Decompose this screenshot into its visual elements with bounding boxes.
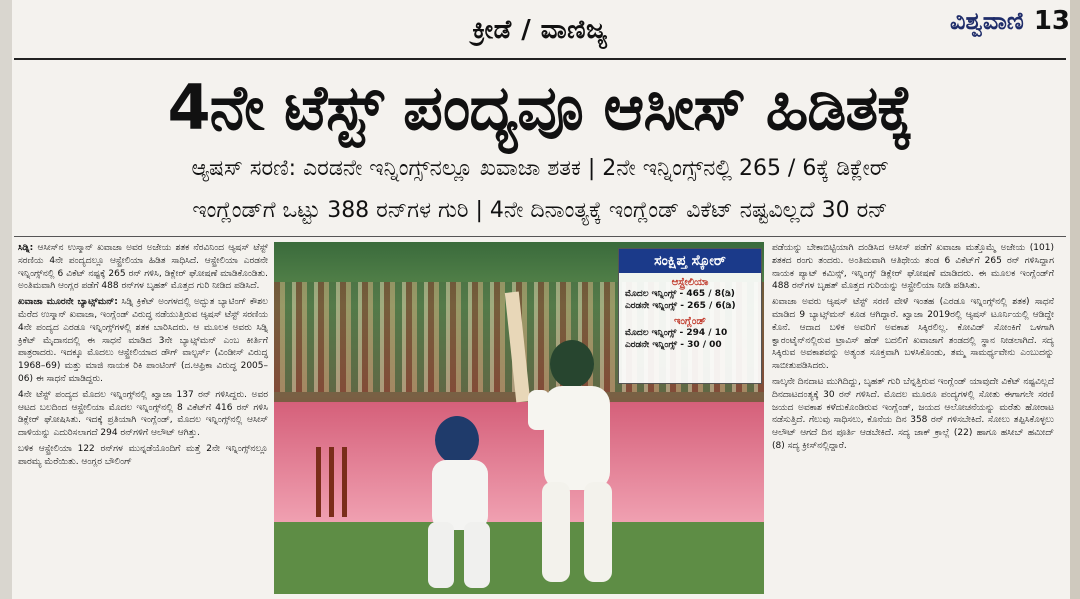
scorecard-team-england: ಇಂಗ್ಲೆಂಡ್ — [674, 316, 706, 327]
page-header — [20, 6, 1060, 54]
paragraph — [18, 296, 268, 386]
article-column-1 — [18, 242, 268, 472]
paragraph — [18, 443, 268, 469]
paragraph — [772, 376, 1054, 453]
paragraph — [18, 389, 268, 440]
score-line: ಎರಡನೇ ಇನ್ನಿಂಗ್ಸ್ - 265 / 6(ಡಿ) — [625, 301, 736, 311]
subheadline-1: ಆ್ಯಷಸ್ ಸರಣಿ: ಎರಡನೇ ಇನ್ನಿಂಗ್ಸ್‌ನಲ್ಲೂ ಖವಾಜಾ ಶತಕ | 2ನೇ ಇನ್ನಿಂಗ್ಸ್‌ನಲ್ಲಿ 265 / 6ಕ್ಕೆ ಡಿಕ್ಲೇರ್ — [191, 156, 889, 181]
newspaper-logo: ವಿಶ್ವವಾಣಿ — [950, 7, 1024, 35]
score-line: ಮೊದಲ ಇನ್ನಿಂಗ್ಸ್ - 294 / 10 — [625, 328, 728, 338]
headline: 4ನೇ ಟೆಸ್ಟ್ ಪಂದ್ಯವೂ ಆಸೀಸ್ ಹಿಡಿತಕ್ಕೆ — [167, 71, 913, 144]
subhead-rule — [14, 236, 1066, 237]
paragraph-text: ಆಸೀಸ್‌ನ ಉಸ್ಮಾನ್ ಖವಾಜಾ ಅವರ ಅಜೇಯ ಶತಕ ನೆರವಿನಿಂದ ಆ್ಯಷಸ್ ಟೆಸ್ಟ್ ಸರಣಿಯ 4ನೇ ಪಂದ್ಯದಲ್ಲೂ ಆಸ್ಟ್ರೇಲಿಯಾ ಹಿಡಿತ ಸಾಧಿಸಿದೆ. ಆಸ್ಟ್ರೇಲಿಯಾ ಎರಡನೇ ಇನ್ನಿಂಗ್ಸ್‌ನಲ್ಲಿ 6 ವಿಕೆಟ್ ನಷ್ಟಕ್ಕೆ 265 ರನ್ ಗಳಿಸಿ, ಡಿಕ್ಲೇರ್ ಘೋಷಣೆ ಮಾಡಿಕೊಂಡಿತು. ಅಂತಿಮವಾಗಿ ಆಂಗ್ಲರ ಪಡೆಗೆ 488 ರನ್‌ಗಳ ಬೃಹತ್ ಮೊತ್ತದ ಗುರಿ ನೀಡಿದ ಪಡಿಸಿದೆ. — [18, 243, 268, 292]
header-rule — [14, 58, 1066, 60]
paragraph-text: ಖವಾಜಾ ಅವರು ಆ್ಯಷಸ್ ಟೆಸ್ಟ್ ಸರಣಿ ವೇಳೆ ಇಂತಹ (ಎರಡೂ ಇನ್ನಿಂಗ್ಸ್‌ನಲ್ಲಿ ಶತಕ) ಸಾಧನೆ ಮಾಡಿದ 9 ಬ್ಯಾಟ್ಸ್‌ಮನ್ ಕೂಡ ಆಗಿದ್ದಾರೆ. ಖ್ವಾಜಾ 2019ರಲ್ಲಿ ಆ್ಯಷಸ್ ಟೂರ್ನಿಯಲ್ಲಿ ಆಡಿದ್ದೇ ಕೊನೆ. ಆದಾದ ಬಳಿಕ ಅವರಿಗೆ ಅವಕಾಶ ಸಿಕ್ಕಿರಲಿಲ್ಲ. ಕೋವಿಡ್ ಸೋಂಕಿಗೆ ಒಳಗಾಗಿ ಕ್ವಾರಂಟೈನ್‌ನಲ್ಲಿರುವ ಟ್ರಾವಿಸ್ ಹೆಡ್ ಬದಲಿಗೆ ಖವಾಜಾಗೆ ತಂಡದಲ್ಲಿ ಸ್ಥಾನ ನೀಡಲಾಗಿದೆ. ಸದ್ಯ ಸಿಕ್ಕಿರುವ ಅವಕಾಶವನ್ನು ಅತ್ಯಂತ ಸೂಕ್ತವಾಗಿ ಬಳಸಿಕೊಂಡು, ತಮ್ಮ ಸಾಮರ್ಥ್ಯವೇನು ಎಂಬುದನ್ನು ಸಾಬೀತುಪಡಿಸಿದರು. — [772, 297, 1054, 372]
subheadline-2: ಇಂಗ್ಲೆಂಡ್‌ಗೆ ಒಟ್ಟು 388 ರನ್‌ಗಳ ಗುರಿ | 4ನೇ ದಿನಾಂತ್ಯಕ್ಕೆ ಇಂಗ್ಲೆಂಡ್ ವಿಕೆಟ್ ನಷ್ಟವಿಲ್ಲದೆ 30 ರನ್ — [192, 198, 888, 223]
paragraph-text: 4ನೇ ಟೆಸ್ಟ್ ಪಂದ್ಯದ ಮೊದಲ ಇನ್ನಿಂಗ್ಸ್‌ನಲ್ಲಿ ಖ್ವಾಜಾ 137 ರನ್ ಗಳಿಸಿದ್ದರು. ಅವರ ಆಟದ ಬಲದಿಂದ ಆಸ್ಟ್ರೇಲಿಯಾ ಮೊದಲ ಇನ್ನಿಂಗ್ಸ್‌ನಲ್ಲಿ 8 ವಿಕೆಟ್‌ಗೆ 416 ರನ್ ಗಳಿಸಿ ಡಿಕ್ಲೇರ್ ಘೋಷಿಸಿತು. ಇದಕ್ಕೆ ಪ್ರತಿಯಾಗಿ ಇಂಗ್ಲೆಂಡ್, ಮೊದಲ ಇನ್ನಿಂಗ್ಸ್‌ನಲ್ಲಿ ಆಸೀಸ್ ದಾಳಿಯನ್ನು ಎದುರಿಸಲಾಗದೆ 294 ರನ್‌ಗಳಿಗೆ ಆಲೌಟ್ ಆಗಿತ್ತು. — [18, 389, 268, 439]
paragraph — [18, 242, 268, 293]
paragraph-text: ಪಡೆಯನ್ನು ಬೇಕಾಬಿಟ್ಟಿಯಾಗಿ ದಂಡಿಸಿದ ಆಸೀಸ್ ಪಡೆಗೆ ಖವಾಜಾ ಮತ್ತೊಮ್ಮೆ ಅಜೇಯ (101) ಶತಕದ ರಂಗು ತಂದರು. ಅಂತಿಮವಾಗಿ ಆತಿಥೇಯ ತಂಡ 6 ವಿಕೆಟ್‌ಗೆ 265 ರನ್ ಗಳಿಸಿದ್ದಾಗ ನಾಯಕ ಪ್ಯಾಟ್ ಕಮಿನ್ಸ್, ಇನ್ನಿಂಗ್ಸ್ ಡಿಕ್ಲೇರ್ ಘೋಷಣೆ ಮಾಡಿದರು. ಈ ಮೂಲಕ ಇಂಗ್ಲೆಂಡ್‌ಗೆ 488 ರನ್‌ಗಳ ಬೃಹತ್ ಮೊತ್ತದ ಗುರಿಯನ್ನು ಆಸ್ಟ್ರೇಲಿಯಾ ನೀಡಿ ಪಡಿಸಿತು. — [772, 243, 1054, 292]
scorecard-team-australia: ಆಸ್ಟ್ರೇಲಿಯಾ — [671, 277, 709, 288]
paragraph-text: ನಾಲ್ಕನೇ ದಿನದಾಟ ಮುಗಿದಿದ್ದು, ಬೃಹತ್ ಗುರಿ ಬೆನ್ನತ್ತಿರುವ ಇಂಗ್ಲೆಂಡ್ ಯಾವುದೇ ವಿಕೆಟ್ ನಷ್ಟವಿಲ್ಲದೆ ದಿನದಾಟದಂತ್ಯಕ್ಕೆ 30 ರನ್ ಗಳಿಸಿದೆ. ಮೊದಲ ಮೂರೂ ಪಂದ್ಯಗಳಲ್ಲಿ ಸೋತು ಈಗಾಗಲೇ ಸರಣಿ ಜಯದ ಅವಕಾಶ ಕಳೆದುಕೊಂಡಿರುವ ಇಂಗ್ಲೆಂಡ್, ಜಯದ ಆಲೋಚನೆಯನ್ನು ಮರೆತು ಹೋರಾಟ ನಡೆಸುತ್ತಿದೆ. ಗೆಲುವು ಸಾಧಿಸಲು, ಕೊನೆಯ ದಿನ 358 ರನ್ ಗಳಿಸಬೇಕಿದೆ. ಸೋಲು ತಪ್ಪಿಸಿಕೊಳ್ಳಲು ಆಲೌಟ್ ಆಗದೆ ದಿನ ಪೂರ್ತಿ ಆಡಬೇಕಿದೆ. ಸದ್ಯ ಜಾಕ್ ಕ್ರಾಲ್ಲೆ (22) ಹಾಗೂ ಹಸೀಬ್ ಹಮೀದ್ (8) ಸದ್ಯ ಕ್ರೀಸ್‌ನಲ್ಲಿದ್ದಾರೆ. — [772, 376, 1054, 451]
dateline: ಸಿಡ್ನಿ: — [18, 243, 34, 253]
subheading: ಖವಾಜಾ ಮೂರನೇ ಬ್ಯಾಟ್ಸ್‌ಮನ್: — [18, 297, 118, 308]
paragraph-text: ಬಳಿಕ ಆಸ್ಟ್ರೇಲಿಯಾ 122 ರನ್‌ಗಳ ಮುನ್ನಡೆಯೊಂದಿಗೆ ಮತ್ತೆ 2ನೇ ಇನ್ನಿಂಗ್ಸ್‌ನಲ್ಲೂ ಪಾರಮ್ಯ ಮೆರೆಯಿತು. ಆಂಗ್ಲರ ಬೌಲಿಂಗ್ — [18, 443, 268, 467]
right-margin-strip — [1070, 0, 1080, 599]
left-margin-strip — [0, 0, 12, 599]
paragraph-text: ಸಿಡ್ನಿ ಕ್ರಿಕೆಟ್ ಅಂಗಳದಲ್ಲಿ ಅದ್ಭುತ ಬ್ಯಾಟಿಂಗ್ ಕೌಶಲ ಮೆರೆದ ಉಸ್ಮಾನ್ ಖವಾಜಾ, ಇಂಗ್ಲೆಂಡ್ ವಿರುದ್ಧ ನಡೆಯುತ್ತಿರುವ ಆ್ಯಷಸ್ ಟೆಸ್ಟ್ ಸರಣಿಯ 4ನೇ ಪಂದ್ಯದ ಎರಡೂ ಇನ್ನಿಂಗ್ಸ್‌ಗಳಲ್ಲಿ ಶತಕ ಬಾರಿಸಿದರು. ಆ ಮೂಲಕ ಅವರು ಸಿಡ್ನಿ ಕ್ರಿಕೆಟ್ ಮೈದಾನದಲ್ಲಿ ಈ ಸಾಧನೆ ಮಾಡಿದ 3ನೇ ಬ್ಯಾಟ್ಸ್‌ಮನ್ ಎಂಬ ಕೀರ್ತಿಗೆ ಪಾತ್ರರಾದರು. ಇದಕ್ಕೂ ಮೊದಲು ಆಸ್ಟ್ರೇಲಿಯಾದ ಡೌಗ್ ವಾಲ್ಟರ್ಸ್ (ವಿಂಡೀಸ್ ವಿರುದ್ಧ 1968–69) ಮತ್ತು ಮಾಜಿ ನಾಯಕ ರಿಕಿ ಪಾಂಟಿಂಗ್ (ದ.ಆಫ್ರಿಕಾ ವಿರುದ್ಧ 2005–06) ಈ ಸಾಧನೆ ಮಾಡಿದ್ದರು. — [18, 297, 268, 384]
score-line: ಮೊದಲ ಇನ್ನಿಂಗ್ಸ್ - 465 / 8(ಡಿ) — [625, 289, 735, 299]
scorecard-title: ಸಂಕ್ಷಿಪ್ತ ಸ್ಕೋರ್ — [619, 249, 761, 273]
paragraph — [772, 296, 1054, 373]
masthead — [950, 6, 1070, 36]
article-column-3 — [772, 242, 1054, 456]
match-photo — [274, 242, 764, 594]
section-title: ಕ್ರೀಡೆ / ವಾಣಿಜ್ಯ — [472, 14, 608, 45]
score-line: ಎರಡನೇ ಇನ್ನಿಂಗ್ಸ್ - 30 / 00 — [625, 340, 722, 350]
paragraph — [772, 242, 1054, 293]
stumps — [314, 447, 350, 517]
scorecard-box — [618, 248, 762, 384]
page-number: 13 — [1033, 6, 1070, 36]
